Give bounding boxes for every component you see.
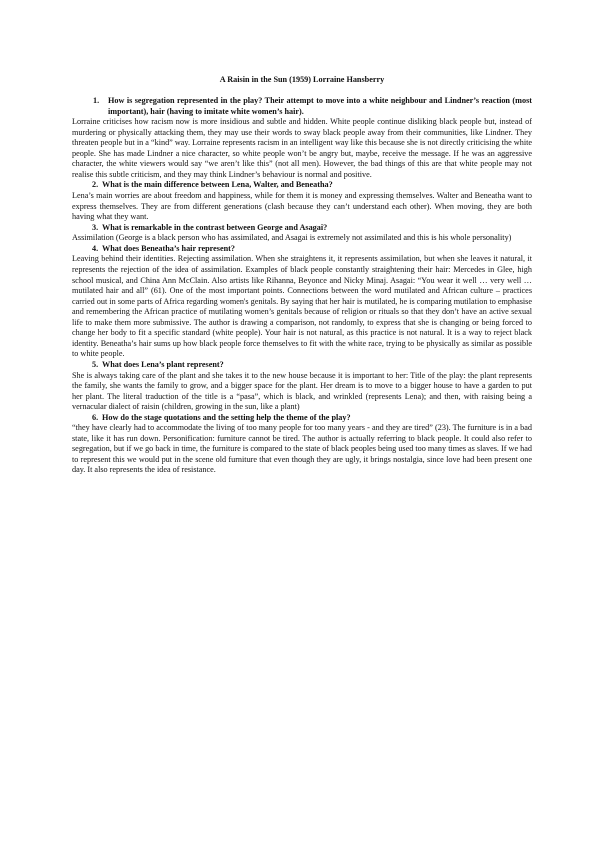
- question-number: 4.: [92, 243, 99, 253]
- question-heading: [72, 413, 532, 424]
- document-page: [72, 74, 532, 476]
- question-number: 5.: [92, 359, 99, 369]
- question-text: What is remarkable in the contrast between George and Asagai?: [102, 222, 328, 232]
- question-heading: [72, 223, 532, 234]
- question-text: What is the main difference between Lena, Walter, and Beneatha?: [102, 180, 333, 190]
- document-title: A Raisin in the Sun (1959) Lorraine Hansberry: [219, 75, 385, 84]
- answer-paragraph: Lorraine criticises how racism now is more insidious and subtle and hidden. White people continue disliking black people but, instead of murdering or physically attacking them, they may use their words to sway black people away from their communities, like Lindner. They threaten people but in a “kind” way. Lorraine represents racism in an intelligent way like this because she is not directly criticising the white people. She has made Lindner a nice character, so white people won’t be angry but, maybe, receive the message. If he was an aggressive character, the white viewers would say “we aren’t like this” (not all men). However, the bad things of this are that white people may not realise this subtle criticism, and they may think Lindner’s behaviour is normal and positive.: [72, 117, 532, 179]
- question-text: What does Beneatha’s hair represent?: [102, 243, 235, 253]
- question-number: 2.: [92, 180, 99, 190]
- section-1: [72, 96, 532, 180]
- answer-paragraph: “they have clearly had to accommodate the living of too many people for too many years - and they are tired” (23). The furniture is in a bad state, like it has run down. Personification: furniture cannot be tired. The author is actually referring to black people. It could also refer to segregation, but if we go back in time, the furniture is compared to the state of black peoples being used too many times as slaves. If we had to represent this we would put in the scene old furniture that even though they are ugly, it brings nostalgia, since love had been present one day. It also represents the idea of resistance.: [72, 423, 532, 475]
- section-2: [72, 180, 532, 222]
- answer-paragraph: Assimilation (George is a black person who has assimilated, and Asagai is extremely not assimilated and this is his whole personality): [72, 233, 512, 243]
- section-5: [72, 360, 532, 413]
- question-heading: [72, 96, 532, 117]
- question-text: How do the stage quotations and the setting help the theme of the play?: [102, 412, 351, 422]
- section-4: [72, 244, 532, 360]
- question-text: How is segregation represented in the play? Their attempt to move into a white neighbour and Lindner’s reaction (most important), hair (having to imitate white women’s hair).: [108, 96, 532, 116]
- section-3: [72, 223, 532, 244]
- question-heading: [72, 180, 532, 191]
- answer-paragraph: Leaving behind their identities. Rejecting assimilation. When she straightens it, it represents assimilation, but when she leaves it natural, it represents the rejection of the idea of assimilation. Examples of black people constantly straightening their hair: Mercedes in Glee, high school musical, and China Ann McClain. Also artists like Rihanna, Beyonce and Nicky Minaj. Asagai: “You wear it well … very well … mutilated hair and all” (61). One of the most important points. Connections between the word mutilated and African culture – practices carried out in some parts of Africa regarding women's genitals. By saying that her hair is mutilated, he is comparing mutilation to emphasise and remembering the African practice of mutilating women’s genitals because of religion or rituals so that they don’t have an active sexual life to make them more submissive. The author is drawing a comparison, not randomly, to express that she is changing or being forced to change her body to fit a specific standard (white people). Your hair is not natural, as this practice is not natural. It is a way to reject black identity. Beneatha’s hair sums up how black people force themselves to fit with the white race, trying to be physically as similar as possible to white people.: [72, 254, 532, 359]
- question-heading: [72, 360, 532, 371]
- question-text: What does Lena’s plant represent?: [102, 359, 224, 369]
- question-number: 3.: [92, 222, 99, 232]
- answer-paragraph: She is always taking care of the plant and she takes it to the new house because it is important to her: Title of the play: the plant represents the family, she wants the family to grow, and a bigger space for the plant. Her dream is to move to a bigger house to have a garden to put her plant. The literal traduction of the title is a “pasa”, which is black, and wrinkled (represents Lena); and then, with raising being a vernacular dialect of raisin (children, growing in the sun, like a plant): [72, 370, 532, 412]
- question-heading: [72, 244, 532, 255]
- answer-paragraph: Lena’s main worries are about freedom and happiness, while for them it is money and expressing themselves. Walter and Beneatha want to express themselves. They are from different generations (clash because they can’t understand each other). When moving, they are both having what they want.: [72, 191, 532, 222]
- question-number: 1.: [93, 96, 100, 105]
- question-number: 6.: [92, 412, 99, 422]
- section-6: [72, 413, 532, 476]
